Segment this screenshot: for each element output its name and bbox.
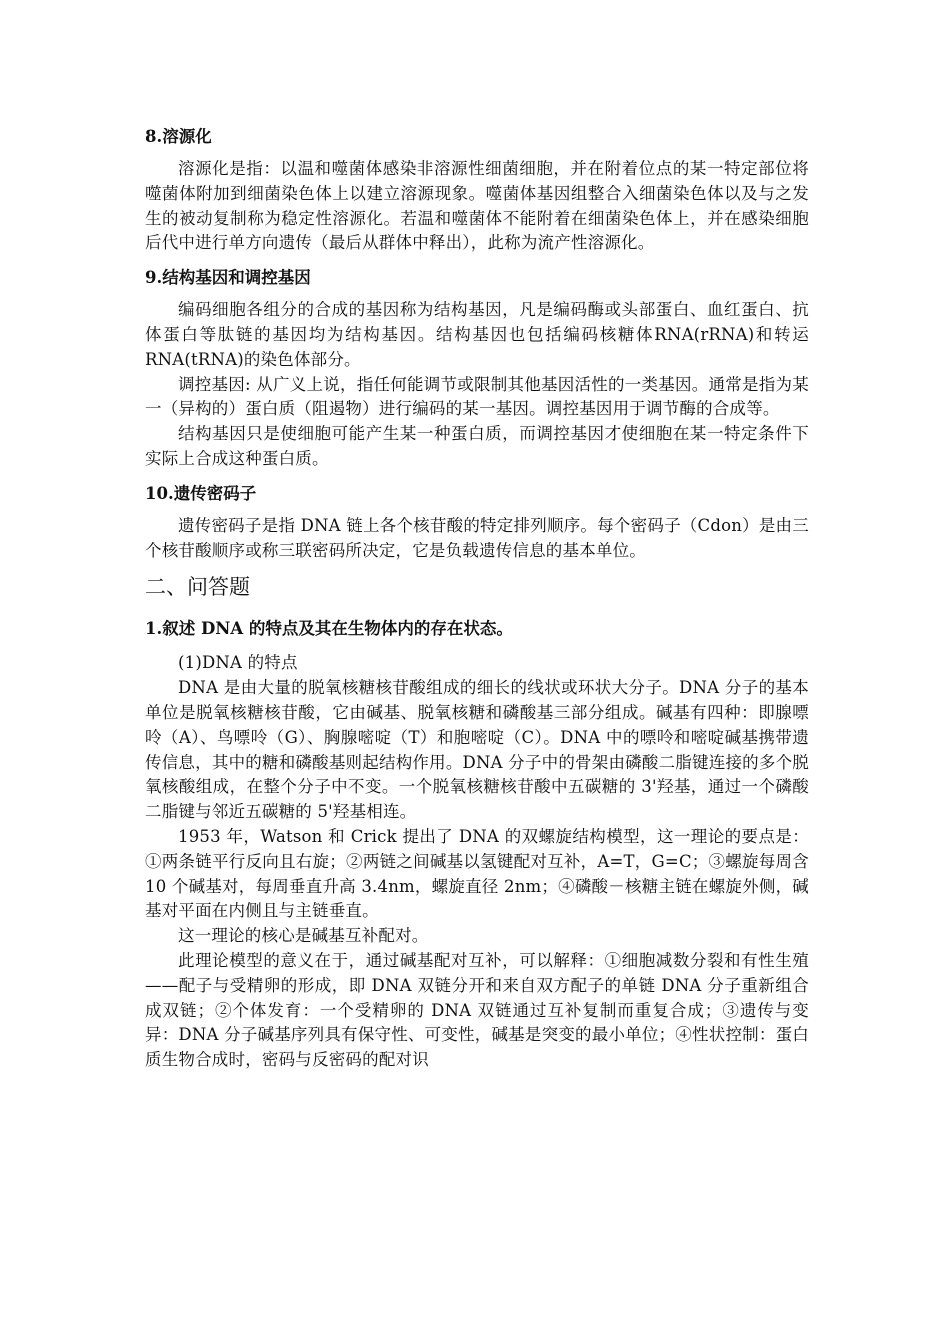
section-9-paragraph-3: 结构基因只是使细胞可能产生某一种蛋白质，而调控基因才使细胞在某一特定条件下实际上合成这种蛋白质。 bbox=[145, 424, 809, 468]
section-10-title: 10.遗传密码子 bbox=[145, 483, 257, 503]
document-page bbox=[145, 124, 809, 1073]
section-10-paragraph: 遗传密码子是指 DNA 链上各个核苷酸的特定排列顺序。每个密码子（Cdon）是由三个核苷酸顺序或称三联密码所决定，它是负载遗传信息的基本单位。 bbox=[145, 515, 809, 560]
question-1-paragraph-4: 此理论模型的意义在于，通过碱基配对互补，可以解释：①细胞减数分裂和有性生殖——配子与受精卵的形成，即 DNA 双链分开和来自双方配子的单链 DNA 分子重新组合成双链；②个体发育：一个受精卵的 DNA 双链通过互补复制而重复合成；③遗传与变异：DNA 分子碱基序列具有保守性、可变性，碱基是突变的最小单位；④性状控制：蛋白质生物合成时，密码与反密码的配对识 bbox=[145, 950, 809, 1070]
question-1-subheading: (1)DNA 的特点 bbox=[178, 653, 298, 673]
section-8-paragraph: 溶源化是指：以温和噬菌体感染非溶源性细菌细胞，并在附着位点的某一特定部位将噬菌体附加到细菌染色体上以建立溶源现象。噬菌体基因组整合入细菌染色体以及与之发生的被动复制称为稳定性溶源化。若温和噬菌体不能附着在细菌染色体上，并在感染细胞后代中进行单方向遗传（最后从群体中释出），此称为流产性溶源化。 bbox=[145, 159, 809, 253]
question-1-paragraph-3: 这一理论的核心是碱基互补配对。 bbox=[178, 926, 429, 946]
question-1-paragraph-2: 1953 年，Watson 和 Crick 提出了 DNA 的双螺旋结构模型，这一理论的要点是：①两条链平行反向且右旋；②两链之间碱基以氢键配对互补，A=T，G=C；③螺旋每周含 10 个碱基对，每周垂直升高 3.4nm，螺旋直径 2nm；④磷酸－核糖主链在螺旋外侧，碱基对平面在内侧且与主链垂直。 bbox=[145, 826, 809, 921]
section-9-title: 9.结构基因和调控基因 bbox=[145, 268, 311, 288]
part-2-heading: 二、问答题 bbox=[145, 575, 250, 600]
section-9-paragraph-2: 调控基因: 从广义上说，指任何能调节或限制其他基因活性的一类基因。通常是指为某一（异构的）蛋白质（阻遏物）进行编码的某一基因。调控基因用于调节酶的合成等。 bbox=[145, 374, 809, 419]
section-8-title: 8.溶源化 bbox=[145, 127, 212, 146]
question-1-title: 1.叙述 DNA 的特点及其在生物体内的存在状态。 bbox=[145, 619, 513, 639]
section-9-paragraph-1: 编码细胞各组分的合成的基因称为结构基因，凡是编码酶或头部蛋白、血红蛋白、抗体蛋白等肽链的基因均为结构基因。结构基因也包括编码核糖体RNA(rRNA)和转运 RNA(tRNA)的染色体部分。 bbox=[145, 300, 809, 369]
question-1-paragraph-1: DNA 是由大量的脱氧核糖核苷酸组成的细长的线状或环状大分子。DNA 分子的基本单位是脱氧核糖核苷酸，它由碱基、脱氧核糖和磷酸基三部分组成。碱基有四种：即腺嘌呤（A）、鸟嘌呤（G）、胸腺嘧啶（T）和胞嘧啶（C）。DNA 中的嘌呤和嘧啶碱基携带遗传信息，其中的糖和磷酸基则起结构作用。DNA 分子中的骨架由磷酸二脂键连接的多个脱氧核酸组成，在整个分子中不变。一个脱氧核糖核苷酸中五碳糖的 3'羟基，通过一个磷酸二脂键与邻近五碳糖的 5'羟基相连。 bbox=[145, 678, 809, 822]
